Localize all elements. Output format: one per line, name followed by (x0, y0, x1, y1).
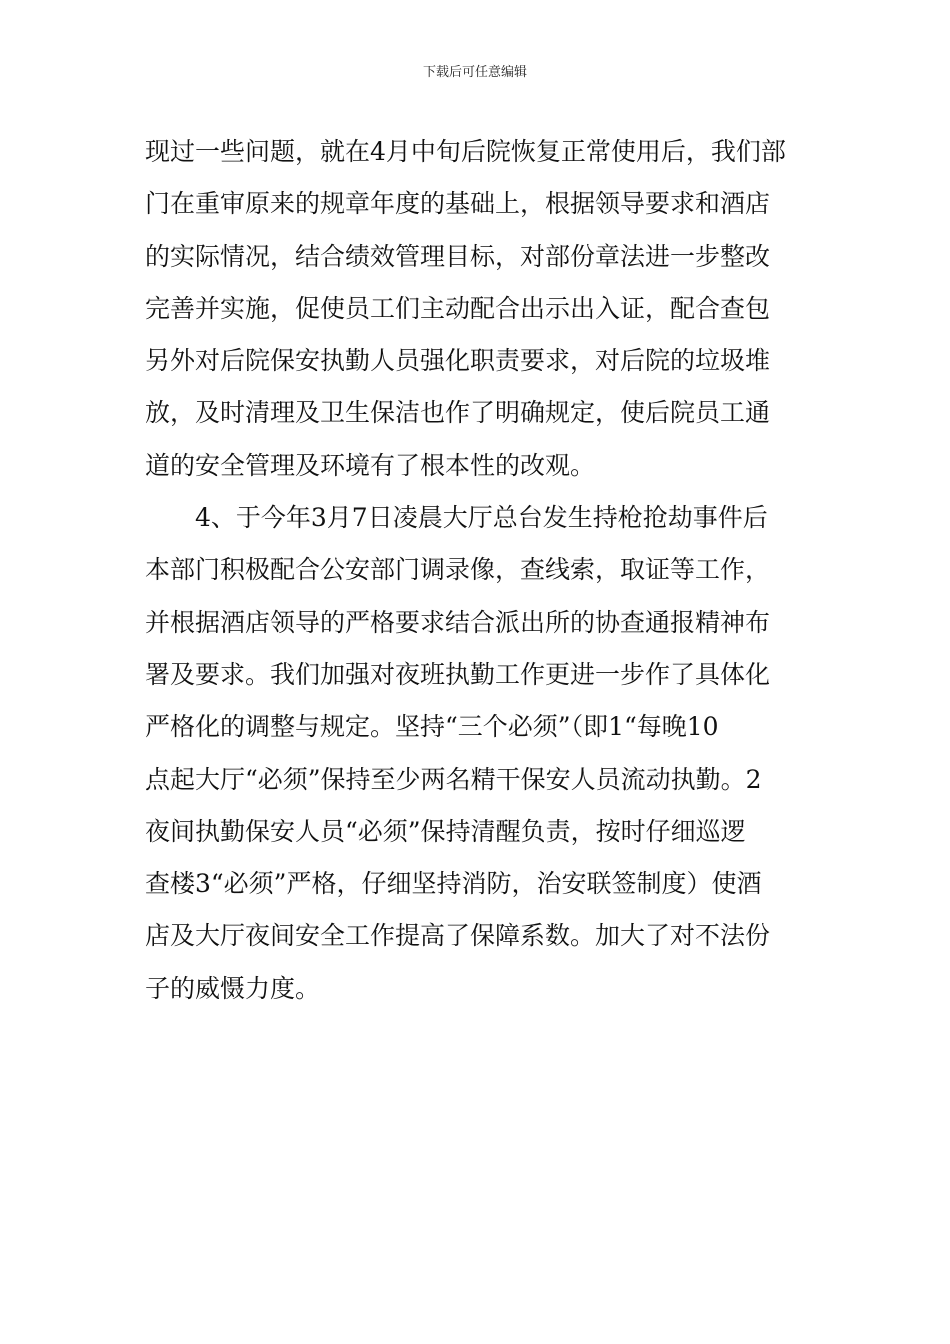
document-body (145, 126, 810, 1015)
text-line: 夜间执勤保安人员“必须”保持清醒负责，按时仔细巡逻 (145, 816, 746, 846)
text-line: 店及大厅夜间安全工作提高了保障系数。加大了对不法份 (145, 921, 771, 951)
text-line: 现过一些问题，就在4月中旬后院恢复正常使用后，我们部 (145, 137, 786, 166)
text-line: 本部门积极配合公安部门调录像，查线索，取证等工作， (145, 555, 771, 585)
text-line: 署及要求。我们加强对夜班执勤工作更进一步作了具体化 (145, 659, 771, 689)
text-line: 并根据酒店领导的严格要求结合派出所的协查通报精神布 (145, 607, 771, 637)
text-line: 的实际情况，结合绩效管理目标，对部份章法进一步整改 (145, 241, 771, 271)
text-line: 点起大厅“必须”保持至少两名精干保安人员流动执勤。2 (145, 764, 762, 794)
text-line: 查楼3“必须”严格，仔细坚持消防，治安联签制度）使酒 (145, 869, 762, 899)
text-line: 道的安全管理及环境有了根本性的改观。 (145, 450, 596, 480)
text-line: 子的威慑力度。 (145, 973, 321, 1003)
text-line: 门在重审原来的规章年度的基础上，根据领导要求和酒店 (145, 189, 771, 219)
text-line: 完善并实施，促使员工们主动配合出示出入证，配合查包 (145, 293, 771, 323)
text-line: 另外对后院保安执勤人员强化职责要求，对后院的垃圾堆 (145, 346, 771, 376)
text-line: 放，及时清理及卫生保洁也作了明确规定，使后院员工通 (145, 398, 771, 428)
paragraph-start-line: 4、于今年3月7日凌晨大厅总台发生持枪抢劫事件后 (195, 503, 768, 533)
text-line: 严格化的调整与规定。坚持“三个必须”（即1“每晚10 (145, 712, 719, 742)
page-header: 下载后可任意编辑 (422, 65, 527, 80)
